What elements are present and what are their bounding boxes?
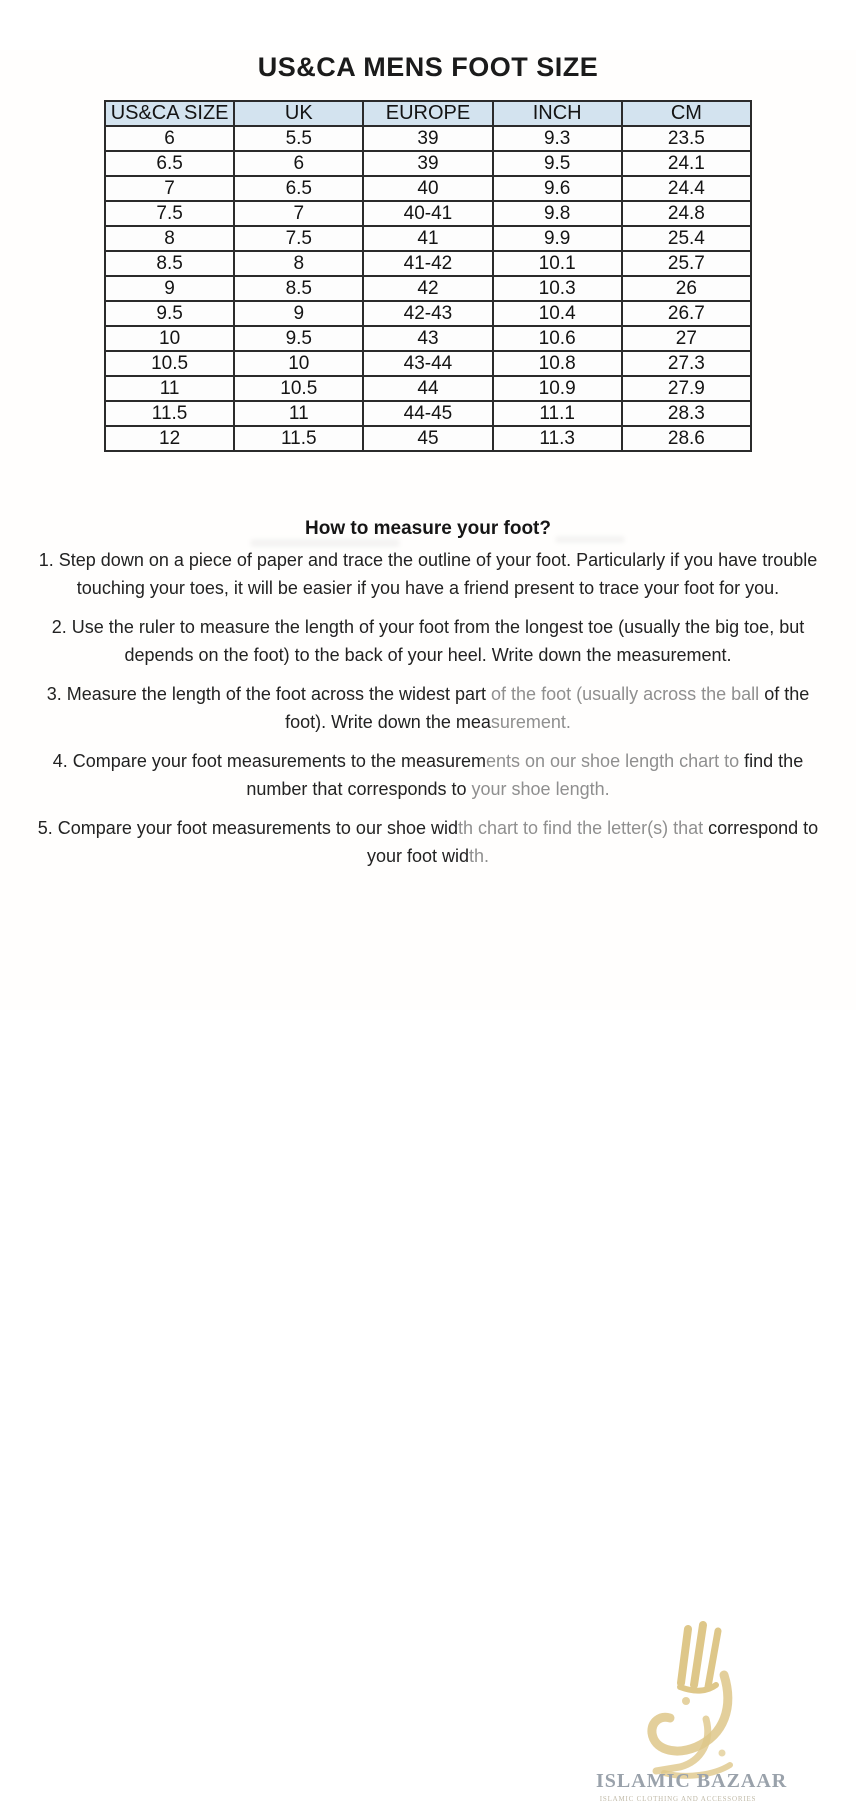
table-row [105,251,751,276]
table-cell: 10.3 [493,276,622,301]
table-cell: 8.5 [234,276,363,301]
step-text-segment: of the foot (usually across the ball [491,684,765,704]
table-cell: 40-41 [363,201,492,226]
table-cell: 11 [234,401,363,426]
table-cell: 6 [105,126,234,151]
table-cell: 43-44 [363,351,492,376]
step-text-segment: your shoe length. [471,779,610,799]
table-cell: 9 [105,276,234,301]
table-cell: 44-45 [363,401,492,426]
step-text-segment: of the foot). Write down the mea [285,684,810,732]
table-row [105,151,751,176]
table-cell: 9 [234,301,363,326]
table-cell: 9.5 [493,151,622,176]
table-cell: 10 [105,326,234,351]
table-cell: 39 [363,126,492,151]
table-cell: 43 [363,326,492,351]
table-cell: 41 [363,226,492,251]
table-cell: 25.4 [622,226,751,251]
table-cell: 10.5 [105,351,234,376]
table-cell: 42 [363,276,492,301]
table-cell: 10.5 [234,376,363,401]
arabic-calligraphy-logo-icon [636,1623,742,1783]
table-cell: 11 [105,376,234,401]
table-cell: 27.3 [622,351,751,376]
table-cell: 44 [363,376,492,401]
table-cell: 8 [105,226,234,251]
page-title: US&CA MENS FOOT SIZE [257,52,599,82]
table-cell: 11.5 [105,401,234,426]
column-header: CM [622,101,751,126]
table-cell: 23.5 [622,126,751,151]
table-cell: 9.6 [493,176,622,201]
table-cell: 11.5 [234,426,363,451]
step-text-segment: 5. Compare your foot measurements to our shoe wid [37,818,458,838]
table-cell: 24.1 [622,151,751,176]
table-cell: 10.9 [493,376,622,401]
step-text-segment: 1. Step down on a piece of paper and trace the outline of your foot. Particularly if you have trouble touching your toes, it will be easier if you have a friend present to trace your foot for you. [38,550,818,598]
table-row [105,351,751,376]
table-cell: 6.5 [105,151,234,176]
table-cell: 12 [105,426,234,451]
table-cell: 9.5 [105,301,234,326]
column-header: US&CA SIZE [105,101,234,126]
table-cell: 10.6 [493,326,622,351]
instruction-step [28,613,828,669]
table-cell: 9.8 [493,201,622,226]
instruction-step [28,814,828,870]
instruction-steps [0,546,856,870]
column-header: UK [234,101,363,126]
table-row [105,401,751,426]
step-text-segment: ents on our shoe length chart to [485,751,745,771]
column-header: EUROPE [363,101,492,126]
table-row [105,126,751,151]
table-cell: 11.1 [493,401,622,426]
step-text-segment: surement. [490,712,571,732]
table-cell: 40 [363,176,492,201]
step-text-segment: 3. Measure the length of the foot across the widest part [46,684,492,704]
table-cell: 27.9 [622,376,751,401]
instructions-heading: How to measure your foot? [305,518,551,539]
instructions-section [0,516,856,870]
table-cell: 26.7 [622,301,751,326]
step-text-segment: 4. Compare your foot measurements to the measurem [52,751,486,771]
step-text-segment: th chart to find the letter(s) that [458,818,709,838]
instruction-step [28,546,828,602]
table-cell: 8 [234,251,363,276]
table-cell: 42-43 [363,301,492,326]
step-text-segment: th. [469,846,490,866]
table-cell: 6.5 [234,176,363,201]
size-guide-image [0,50,856,1803]
size-table-header-row [105,101,751,126]
table-cell: 25.7 [622,251,751,276]
table-cell: 26 [622,276,751,301]
table-cell: 24.4 [622,176,751,201]
table-cell: 5.5 [234,126,363,151]
size-table [104,100,752,452]
table-cell: 27 [622,326,751,351]
table-row [105,301,751,326]
table-cell: 9.5 [234,326,363,351]
table-cell: 10.8 [493,351,622,376]
table-cell: 9.9 [493,226,622,251]
table-cell: 7 [234,201,363,226]
table-cell: 7 [105,176,234,201]
table-row [105,426,751,451]
table-cell: 10.4 [493,301,622,326]
table-cell: 6 [234,151,363,176]
table-cell: 11.3 [493,426,622,451]
watermark-tagline-text: ISLAMIC CLOTHING AND ACCESSORIES [599,1795,757,1803]
instruction-step [28,680,828,736]
table-cell: 24.8 [622,201,751,226]
instruction-step [28,747,828,803]
table-cell: 28.6 [622,426,751,451]
table-row [105,201,751,226]
table-row [105,326,751,351]
table-row [105,376,751,401]
table-cell: 8.5 [105,251,234,276]
table-row [105,276,751,301]
table-cell: 7.5 [105,201,234,226]
table-row [105,176,751,201]
step-text-segment: find the number that corresponds to [246,751,804,799]
table-row [105,226,751,251]
table-cell: 7.5 [234,226,363,251]
step-text-segment: 2. Use the ruler to measure the length of your foot from the longest toe (usually the big toe, but depends on the foot) to the back of your heel. Write down the measurement. [51,617,805,665]
watermark-brand-text: ISLAMIC BAZAAR [596,1770,788,1792]
table-cell: 41-42 [363,251,492,276]
table-cell: 10 [234,351,363,376]
table-cell: 9.3 [493,126,622,151]
size-table-body [105,126,751,451]
table-cell: 10.1 [493,251,622,276]
table-cell: 28.3 [622,401,751,426]
table-cell: 45 [363,426,492,451]
table-cell: 39 [363,151,492,176]
size-table-head [105,101,751,126]
step-text-segment: correspond to your foot wid [366,818,819,866]
column-header: INCH [493,101,622,126]
